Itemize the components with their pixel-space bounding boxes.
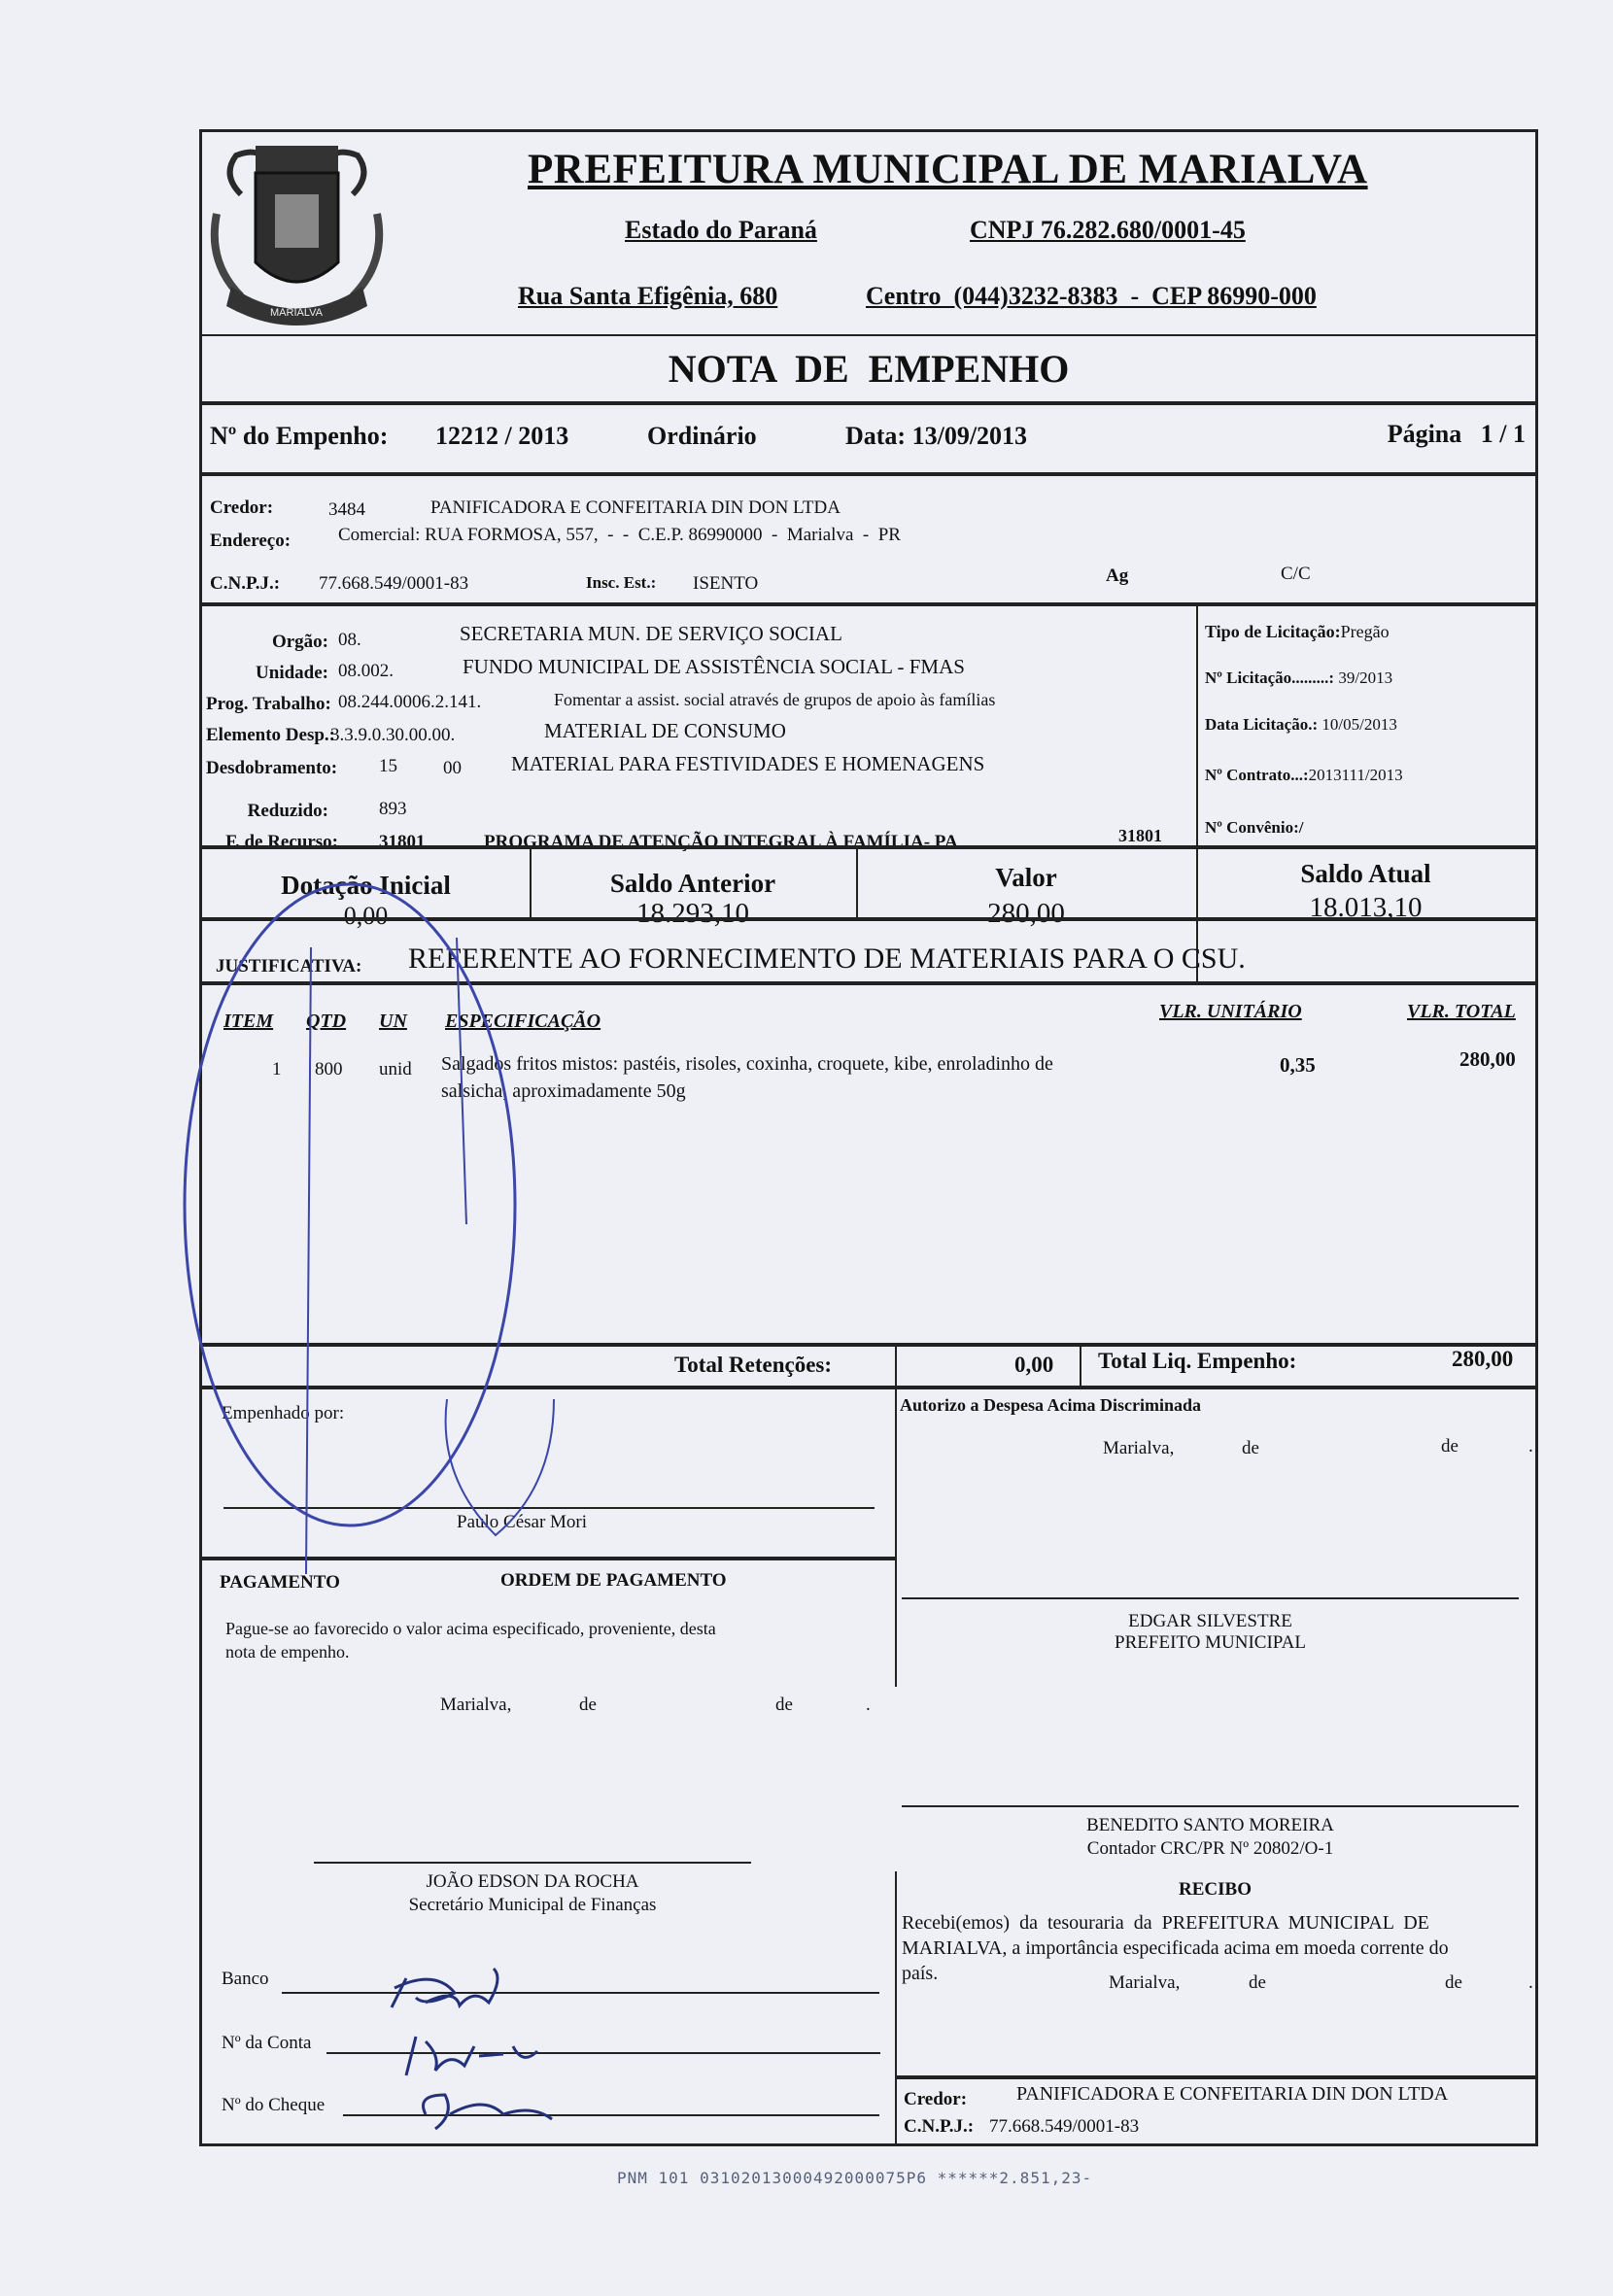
col-un: UN: [379, 1011, 407, 1032]
credor-label: Credor:: [210, 497, 274, 518]
conta-label: Nº da Conta: [222, 2033, 312, 2053]
tipo-licitacao: Tipo de Licitação:Pregão: [1205, 622, 1390, 641]
desdobramento-code2: 00: [443, 758, 462, 778]
item-qtd: 800: [315, 1059, 343, 1079]
autorizo-dot: .: [1528, 1436, 1533, 1456]
contador-role: Contador CRC/PR Nº 20802/O-1: [1086, 1838, 1334, 1859]
desdobramento-desc: MATERIAL PARA FESTIVIDADES E HOMENAGENS: [511, 752, 985, 775]
recibo-de1: de: [1249, 1972, 1266, 1993]
orgao-label: Orgão:: [271, 632, 328, 652]
saldo-atual-label: Saldo Atual: [1300, 859, 1431, 888]
svg-text:MARIALVA: MARIALVA: [270, 307, 323, 319]
col-vlr-total: VLR. TOTAL: [1407, 1001, 1516, 1022]
recibo-dot: .: [1528, 1972, 1533, 1993]
pagamento-de1: de: [579, 1695, 597, 1715]
pagamento-text-2: nota de empenho.: [225, 1642, 350, 1662]
dotacao-inicial-label: Dotação Inicial: [281, 871, 451, 900]
pagamento-de2: de: [775, 1695, 793, 1715]
prefeito-name: EDGAR SILVESTRE: [1128, 1611, 1292, 1631]
footer-cnpj-label: C.N.P.J.:: [904, 2116, 975, 2137]
fonte-code: 31801: [379, 832, 426, 852]
recibo-title: RECIBO: [1179, 1879, 1252, 1900]
empenho-type: Ordinário: [647, 422, 757, 450]
footer-credor-name: PANIFICADORA E CONFEITARIA DIN DON LTDA: [1016, 2083, 1449, 2105]
col-item: ITEM: [223, 1011, 274, 1032]
empenhado-name: Paulo César Mori: [457, 1512, 588, 1532]
contador-name: BENEDITO SANTO MOREIRA: [1086, 1815, 1334, 1835]
credor-code: 3484: [328, 499, 365, 520]
pen-oval-mark: [146, 855, 651, 1574]
header-state: Estado do Paraná: [625, 216, 817, 244]
cnpj-label: C.N.P.J.:: [210, 573, 281, 594]
justificativa-label: JUSTIFICATIVA:: [216, 956, 362, 977]
total-retencoes-value: 0,00: [1014, 1353, 1054, 1377]
ordem-pagamento-label: ORDEM DE PAGAMENTO: [500, 1570, 727, 1591]
unidade-desc: FUNDO MUNICIPAL DE ASSISTÊNCIA SOCIAL - FMAS: [463, 655, 965, 678]
item-un: unid: [379, 1059, 412, 1079]
orgao-code: 08.: [338, 630, 361, 650]
autorizo-de1: de: [1242, 1438, 1259, 1458]
saldo-anterior-value: 18.293,10: [636, 898, 749, 929]
credor-name: PANIFICADORA E CONFEITARIA DIN DON LTDA: [430, 497, 841, 518]
pagamento-dot: .: [866, 1695, 871, 1715]
desdobramento-label: Desdobramento:: [206, 758, 338, 778]
valor-label: Valor: [995, 863, 1057, 892]
autorizo-de2: de: [1441, 1436, 1459, 1456]
col-especificacao: ESPECIFICAÇÃO: [445, 1011, 601, 1032]
pagamento-label: PAGAMENTO: [220, 1572, 340, 1593]
doc-title: NOTA DE EMPENHO: [668, 347, 1070, 391]
prefeito-role: PREFEITO MUNICIPAL: [1115, 1632, 1306, 1653]
pagamento-text-1: Pague-se ao favorecido o valor acima especificado, proveniente, desta: [225, 1619, 716, 1638]
header-contact: Centro (044)3232-8383 - CEP 86990-000: [866, 282, 1317, 310]
valor-value: 280,00: [987, 898, 1065, 929]
elemento-label: Elemento Desp.:: [206, 725, 335, 745]
recibo-city: Marialva,: [1109, 1972, 1181, 1993]
endereco-value: Comercial: RUA FORMOSA, 557, - - C.E.P. 86990000 - Marialva - PR: [338, 525, 901, 545]
item-number: 1: [272, 1059, 282, 1079]
num-contrato: Nº Contrato...:2013111/2013: [1205, 766, 1403, 784]
fonte-code2: 31801: [1118, 826, 1162, 845]
prog-desc: Fomentar a assist. social através de grupos de apoio às famílias: [554, 690, 996, 709]
header-address: Rua Santa Efigênia, 680: [518, 282, 778, 310]
recibo-text-3: país.: [902, 1963, 939, 1984]
secretario-role: Secretário Municipal de Finanças: [408, 1895, 657, 1915]
cheque-label: Nº do Cheque: [222, 2095, 326, 2115]
recibo-de2: de: [1445, 1972, 1462, 1993]
page-number: Página 1 / 1: [1387, 420, 1526, 448]
endereco-label: Endereço:: [210, 531, 292, 551]
elemento-desc: MATERIAL DE CONSUMO: [544, 719, 786, 742]
total-retencoes-label: Total Retenções:: [674, 1353, 833, 1377]
fonte-label: F. de Recurso:: [225, 832, 338, 852]
item-desc-line2: salsicha, aproximadamente 50g: [441, 1080, 686, 1102]
total-liq-value: 280,00: [1452, 1347, 1514, 1371]
desdobramento-code: 15: [379, 756, 397, 776]
header-title: PREFEITURA MUNICIPAL DE MARIALVA: [528, 147, 1368, 192]
autorizo-city: Marialva,: [1103, 1438, 1175, 1458]
insc-value: ISENTO: [693, 573, 759, 594]
orgao-desc: SECRETARIA MUN. DE SERVIÇO SOCIAL: [460, 622, 842, 645]
reduzido-label: Reduzido:: [247, 801, 328, 821]
prog-code: 08.244.0006.2.141.: [338, 692, 482, 712]
num-licitacao: Nº Licitação.........: 39/2013: [1205, 668, 1393, 687]
data-licitacao: Data Licitação.: 10/05/2013: [1205, 715, 1397, 734]
empenho-number: 12212 / 2013: [435, 422, 569, 450]
bottom-code: PNM 101 03102013000492000075P6 ******2.851,23-: [617, 2169, 1093, 2187]
empenho-date: Data: 13/09/2013: [845, 422, 1028, 450]
item-vlr-total: 280,00: [1459, 1047, 1516, 1071]
ag-label: Ag: [1106, 565, 1129, 586]
banco-label: Banco: [222, 1969, 269, 1989]
cnpj-value: 77.668.549/0001-83: [319, 573, 469, 594]
reduzido-code: 893: [379, 799, 407, 819]
handwritten-banco: [367, 1949, 688, 2143]
unidade-code: 08.002.: [338, 661, 394, 681]
footer-credor-label: Credor:: [904, 2089, 968, 2109]
num-convenio: Nº Convênio:/: [1205, 818, 1304, 837]
col-qtd: QTD: [306, 1011, 347, 1032]
justificativa-text: REFERENTE AO FORNECIMENTO DE MATERIAIS PARA O CSU.: [408, 942, 1246, 975]
saldo-atual-value: 18.013,10: [1309, 892, 1423, 923]
fonte-desc: PROGRAMA DE ATENÇÃO INTEGRAL À FAMÍLIA- PA: [484, 832, 958, 852]
autorizo-label: Autorizo a Despesa Acima Discriminada: [900, 1395, 1201, 1415]
municipal-crest: [202, 136, 392, 345]
dotacao-inicial-value: 0,00: [343, 902, 389, 930]
secretario-name: JOÃO EDSON DA ROCHA: [426, 1871, 639, 1892]
elemento-code: 3.3.9.0.30.00.00.: [330, 725, 456, 745]
total-liq-label: Total Liq. Empenho:: [1098, 1349, 1297, 1373]
item-vlr-unitario: 0,35: [1280, 1053, 1316, 1077]
recibo-text-2: MARIALVA, a importância especificada acima em moeda corrente do: [902, 1937, 1449, 1959]
item-desc-line1: Salgados fritos mistos: pastéis, risoles, coxinha, croquete, kibe, enroladinho de: [441, 1053, 1053, 1075]
pagamento-city: Marialva,: [440, 1695, 512, 1715]
insc-label: Insc. Est.:: [586, 573, 657, 592]
footer-cnpj-value: 77.668.549/0001-83: [989, 2116, 1140, 2137]
header-cnpj: CNPJ 76.282.680/0001-45: [970, 216, 1246, 244]
empenho-label: Nº do Empenho:: [210, 422, 389, 450]
empenhado-label: Empenhado por:: [222, 1403, 345, 1423]
saldo-anterior-label: Saldo Anterior: [609, 869, 776, 898]
prog-label: Prog. Trabalho:: [206, 694, 331, 714]
col-vlr-unitario: VLR. UNITÁRIO: [1159, 1001, 1302, 1022]
unidade-label: Unidade:: [256, 663, 328, 683]
recibo-text-1: Recebi(emos) da tesouraria da PREFEITURA MUNICIPAL DE: [902, 1912, 1429, 1934]
cc-label: C/C: [1281, 564, 1311, 584]
